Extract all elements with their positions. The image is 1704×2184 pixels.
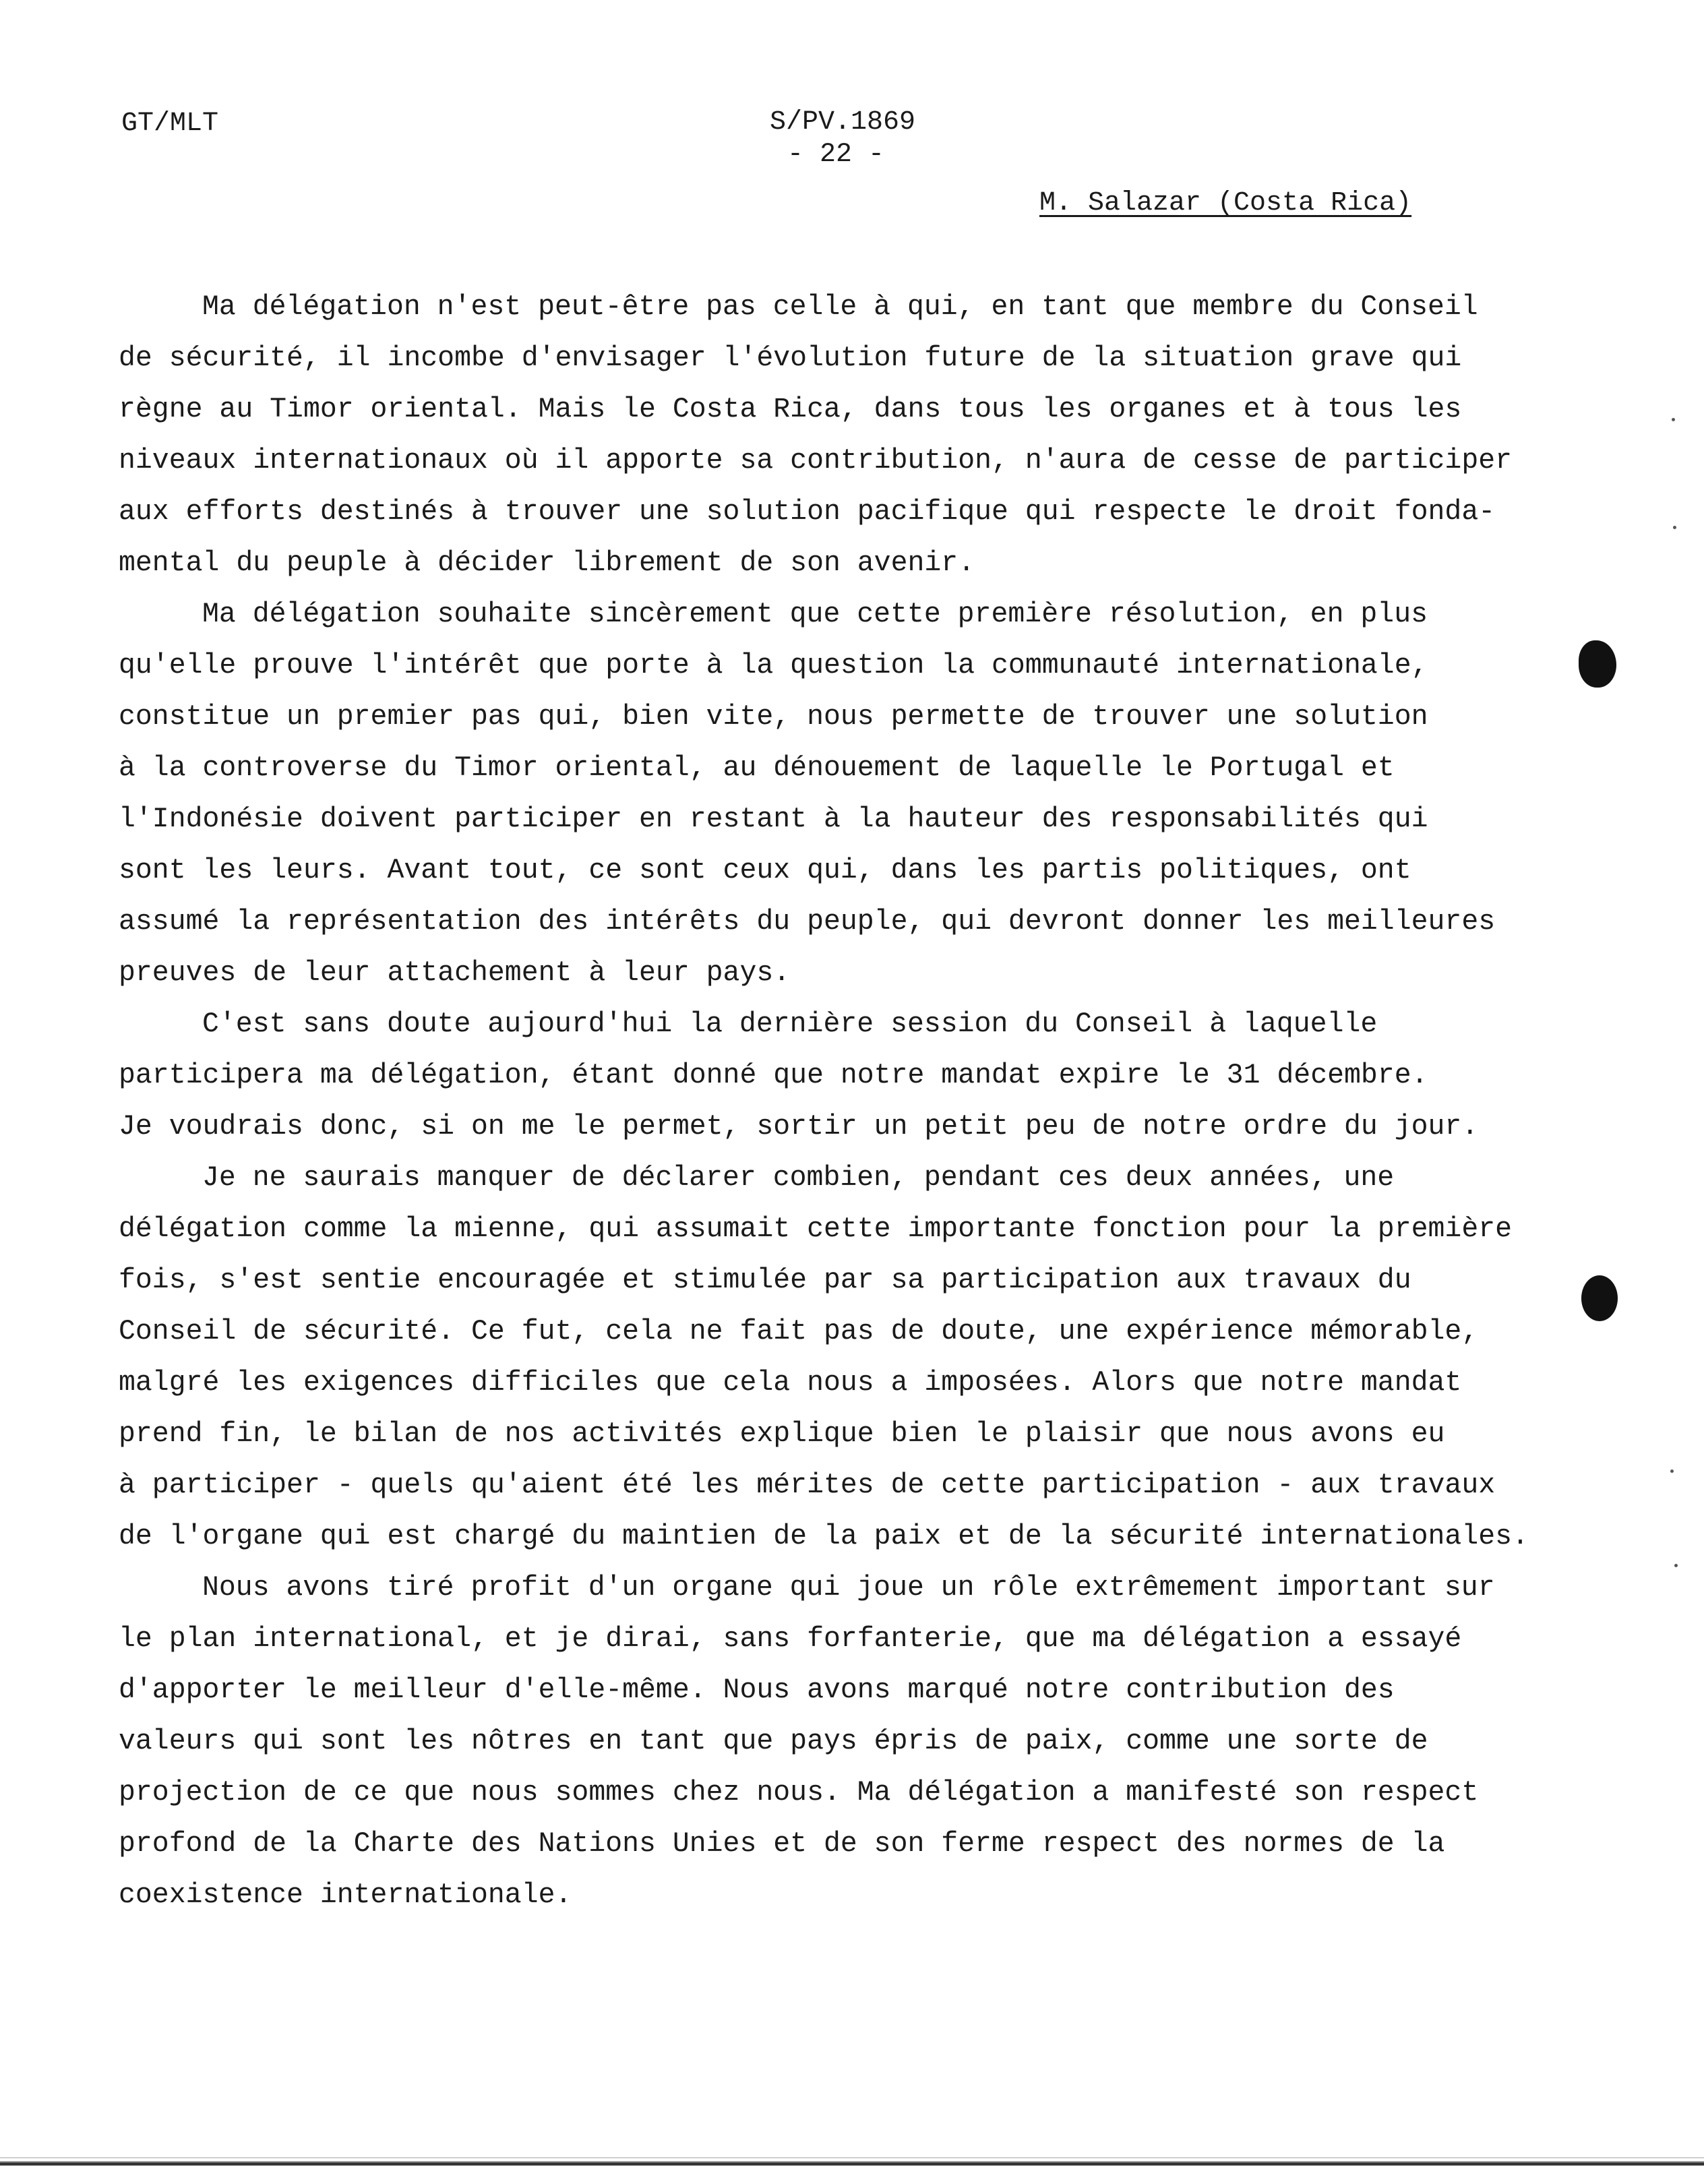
body-line: aux efforts destinés à trouver une solution pacifique qui respecte le droit fonda- xyxy=(119,496,1496,528)
body-line: Ma délégation n'est peut-être pas celle à qui, en tant que membre du Conseil xyxy=(202,291,1478,323)
scan-speck xyxy=(1670,1469,1674,1473)
scan-speck xyxy=(1672,418,1675,421)
document-symbol: S/PV.1869 xyxy=(770,107,916,138)
body-line: à participer - quels qu'aient été les mérites de cette participation - aux travaux xyxy=(119,1469,1496,1501)
scan-edge-line xyxy=(0,2157,1704,2158)
body-line: de l'organe qui est chargé du maintien de la paix et de la sécurité internationales. xyxy=(119,1521,1529,1552)
body-line: délégation comme la mienne, qui assumait cette importante fonction pour la première xyxy=(119,1213,1513,1245)
body-line: mental du peuple à décider librement de son avenir. xyxy=(119,547,975,579)
punch-hole-mark xyxy=(1579,640,1616,688)
body-line: qu'elle prouve l'intérêt que porte à la question la communauté internationale, xyxy=(119,650,1428,681)
body-line: constitue un premier pas qui, bien vite, nous permette de trouver une solution xyxy=(119,701,1428,733)
scan-speck xyxy=(1673,526,1676,529)
body-line: l'Indonésie doivent participer en restant à la hauteur des responsabilités qui xyxy=(119,803,1428,835)
body-line: règne au Timor oriental. Mais le Costa Rica, dans tous les organes et à tous les xyxy=(119,394,1462,425)
page-number: - 22 - xyxy=(787,140,885,170)
body-line: Conseil de sécurité. Ce fut, cela ne fait pas de doute, une expérience mémorable, xyxy=(119,1316,1479,1347)
body-line: niveaux internationaux où il apporte sa contribution, n'aura de cesse de participer xyxy=(119,445,1513,477)
body-line: projection de ce que nous sommes chez nous. Ma délégation a manifesté son respect xyxy=(119,1777,1479,1809)
body-line: Je ne saurais manquer de déclarer combien, pendant ces deux années, une xyxy=(202,1162,1395,1194)
body-line: participera ma délégation, étant donné que notre mandat expire le 31 décembre. xyxy=(119,1060,1428,1091)
body-line: prend fin, le bilan de nos activités explique bien le plaisir que nous avons eu xyxy=(119,1418,1445,1450)
body-line: profond de la Charte des Nations Unies et de son ferme respect des normes de la xyxy=(119,1828,1445,1860)
body-line: Ma délégation souhaite sincèrement que cette première résolution, en plus xyxy=(202,599,1428,630)
body-line: coexistence internationale. xyxy=(119,1879,572,1911)
body-line: preuves de leur attachement à leur pays. xyxy=(119,957,791,989)
body-line: sont les leurs. Avant tout, ce sont ceux qui, dans les partis politiques, ont xyxy=(119,855,1411,886)
body-line: valeurs qui sont les nôtres en tant que pays épris de paix, comme une sorte de xyxy=(119,1726,1428,1757)
body-line: à la controverse du Timor oriental, au dénouement de laquelle le Portugal et xyxy=(119,752,1395,784)
body-line: Nous avons tiré profit d'un organe qui joue un rôle extrêmement important sur xyxy=(202,1572,1495,1604)
punch-hole-mark xyxy=(1581,1275,1618,1321)
body-line: malgré les exigences difficiles que cela nous a imposées. Alors que notre mandat xyxy=(119,1367,1462,1399)
body-line: Je voudrais donc, si on me le permet, sortir un petit peu de notre ordre du jour. xyxy=(119,1111,1479,1143)
typist-reference: GT/MLT xyxy=(121,109,219,139)
body-line: assumé la représentation des intérêts du peuple, qui devront donner les meilleures xyxy=(119,906,1496,938)
body-line: fois, s'est sentie encouragée et stimulée par sa participation aux travaux du xyxy=(119,1265,1411,1296)
body-line: de sécurité, il incombe d'envisager l'évolution future de la situation grave qui xyxy=(119,342,1462,374)
scan-speck xyxy=(1674,1564,1678,1567)
body-line: d'apporter le meilleur d'elle-même. Nous avons marqué notre contribution des xyxy=(119,1674,1395,1706)
body-line: le plan international, et je dirai, sans forfanterie, que ma délégation a essayé xyxy=(119,1623,1462,1655)
body-line: C'est sans doute aujourd'hui la dernière session du Conseil à laquelle xyxy=(202,1008,1378,1040)
speaker-heading: M. Salazar (Costa Rica) xyxy=(1039,188,1412,218)
scan-edge-rule xyxy=(0,2161,1704,2166)
